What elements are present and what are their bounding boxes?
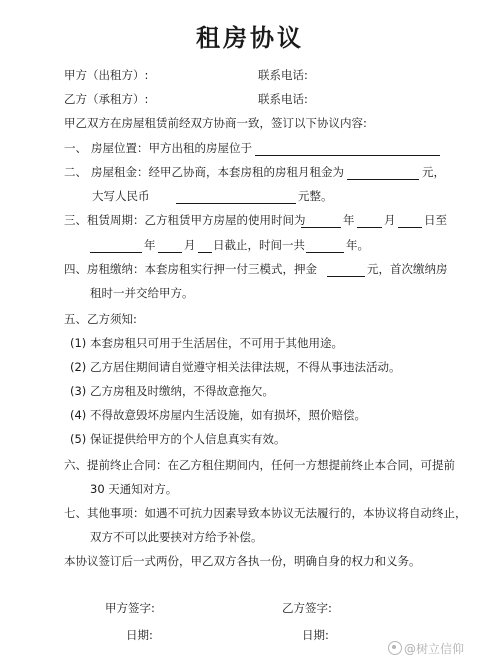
rent-amount-blank[interactable] [347, 179, 419, 180]
watermark [388, 640, 464, 657]
lessor-label: 甲方（出租方）: [64, 68, 149, 82]
document-title: 租房协议 [196, 24, 304, 52]
end-year-label: 年 [144, 238, 156, 252]
start-year-blank[interactable] [301, 227, 341, 228]
clause-7-line2: 双方不可以此要挟对方给予补偿。 [90, 530, 263, 544]
yuan-whole-label: 元整。 [298, 189, 333, 203]
lessor-phone-label: 联系电话: [258, 68, 308, 82]
start-year-label: 年 [343, 213, 355, 227]
clause-4-text: 四、房租缴纳：本套房租实行押一付三模式，押金 [64, 262, 317, 276]
day-end-label: 日截止，时间一共 [213, 238, 305, 252]
end-day-blank[interactable] [198, 252, 212, 253]
clause-2-number: 二、 [64, 165, 87, 179]
end-month-blank[interactable] [158, 252, 182, 253]
notice-item: (3) 乙方房租及时缴纳，不得故意拖欠。 [70, 384, 274, 398]
start-month-label: 月 [384, 213, 396, 227]
uppercase-label: 大写人民币 [92, 189, 150, 203]
lessee-label: 乙方（承租方）: [64, 92, 149, 106]
notice-item: (5) 保证提供给甲方的个人信息真实有效。 [70, 432, 286, 446]
clause-5-title: 五、乙方须知: [64, 312, 137, 326]
clause-3-text: 三、租赁周期：乙方租赁甲方房屋的使用时间为 [64, 213, 306, 227]
duration-year-label: 年。 [346, 238, 369, 252]
notice-item: (2) 乙方居住期间请自觉遵守相关法律法规，不得从事违法活动。 [70, 360, 401, 374]
end-month-label: 月 [184, 238, 196, 252]
clause-4-text-cont: 元，首次缴纳房 [367, 262, 448, 276]
clause-1-number: 一、 [64, 141, 87, 155]
lessee-signature-label: 乙方签字: [282, 601, 332, 615]
lessor-signature-label: 甲方签字: [105, 601, 155, 615]
intro-text: 甲乙双方在房屋租赁前经双方协商一致，签订以下协议内容: [64, 116, 367, 130]
clause-1-text: 房屋位置：甲方出租的房屋位于 [91, 141, 252, 155]
day-to-label: 日至 [424, 213, 447, 227]
notice-item: (1) 本套房租只可用于生活居住，不可用于其他用途。 [70, 336, 343, 350]
clause-2-text: 房屋租金：经甲乙协商，本套房租的房租月租金为 [91, 165, 344, 179]
yuan-label: 元， [422, 165, 445, 179]
closing-text: 本协议签订后一式两份，甲乙双方各执一份，明确自身的权力和义务。 [64, 554, 421, 568]
clause-4-line2: 租时一并交给甲方。 [90, 286, 194, 300]
start-day-blank[interactable] [398, 227, 422, 228]
watermark-logo-icon [388, 641, 402, 655]
rent-uppercase-blank[interactable] [176, 203, 296, 204]
clause-6-line1: 六、提前终止合同：在乙方租住期间内，任何一方想提前终止本合同，可提前 [64, 458, 455, 472]
start-month-blank[interactable] [357, 227, 382, 228]
clause-7-line1: 七、其他事项：如遇不可抗力因素导致本协议无法履行的，本协议将自动终止， [64, 506, 467, 520]
deposit-blank[interactable] [327, 276, 365, 277]
location-blank[interactable] [255, 155, 440, 156]
notice-item: (4) 不得故意毁坏房屋内生活设施，如有损坏，照价赔偿。 [70, 408, 366, 422]
duration-blank[interactable] [306, 252, 344, 253]
lessee-phone-label: 联系电话: [258, 92, 308, 106]
end-year-blank[interactable] [90, 252, 142, 253]
watermark-text: @树立信仰 [404, 642, 465, 656]
clause-6-line2: 30 天通知对方。 [90, 482, 178, 496]
lessee-date-label: 日期: [302, 628, 329, 642]
lessor-date-label: 日期: [126, 628, 153, 642]
